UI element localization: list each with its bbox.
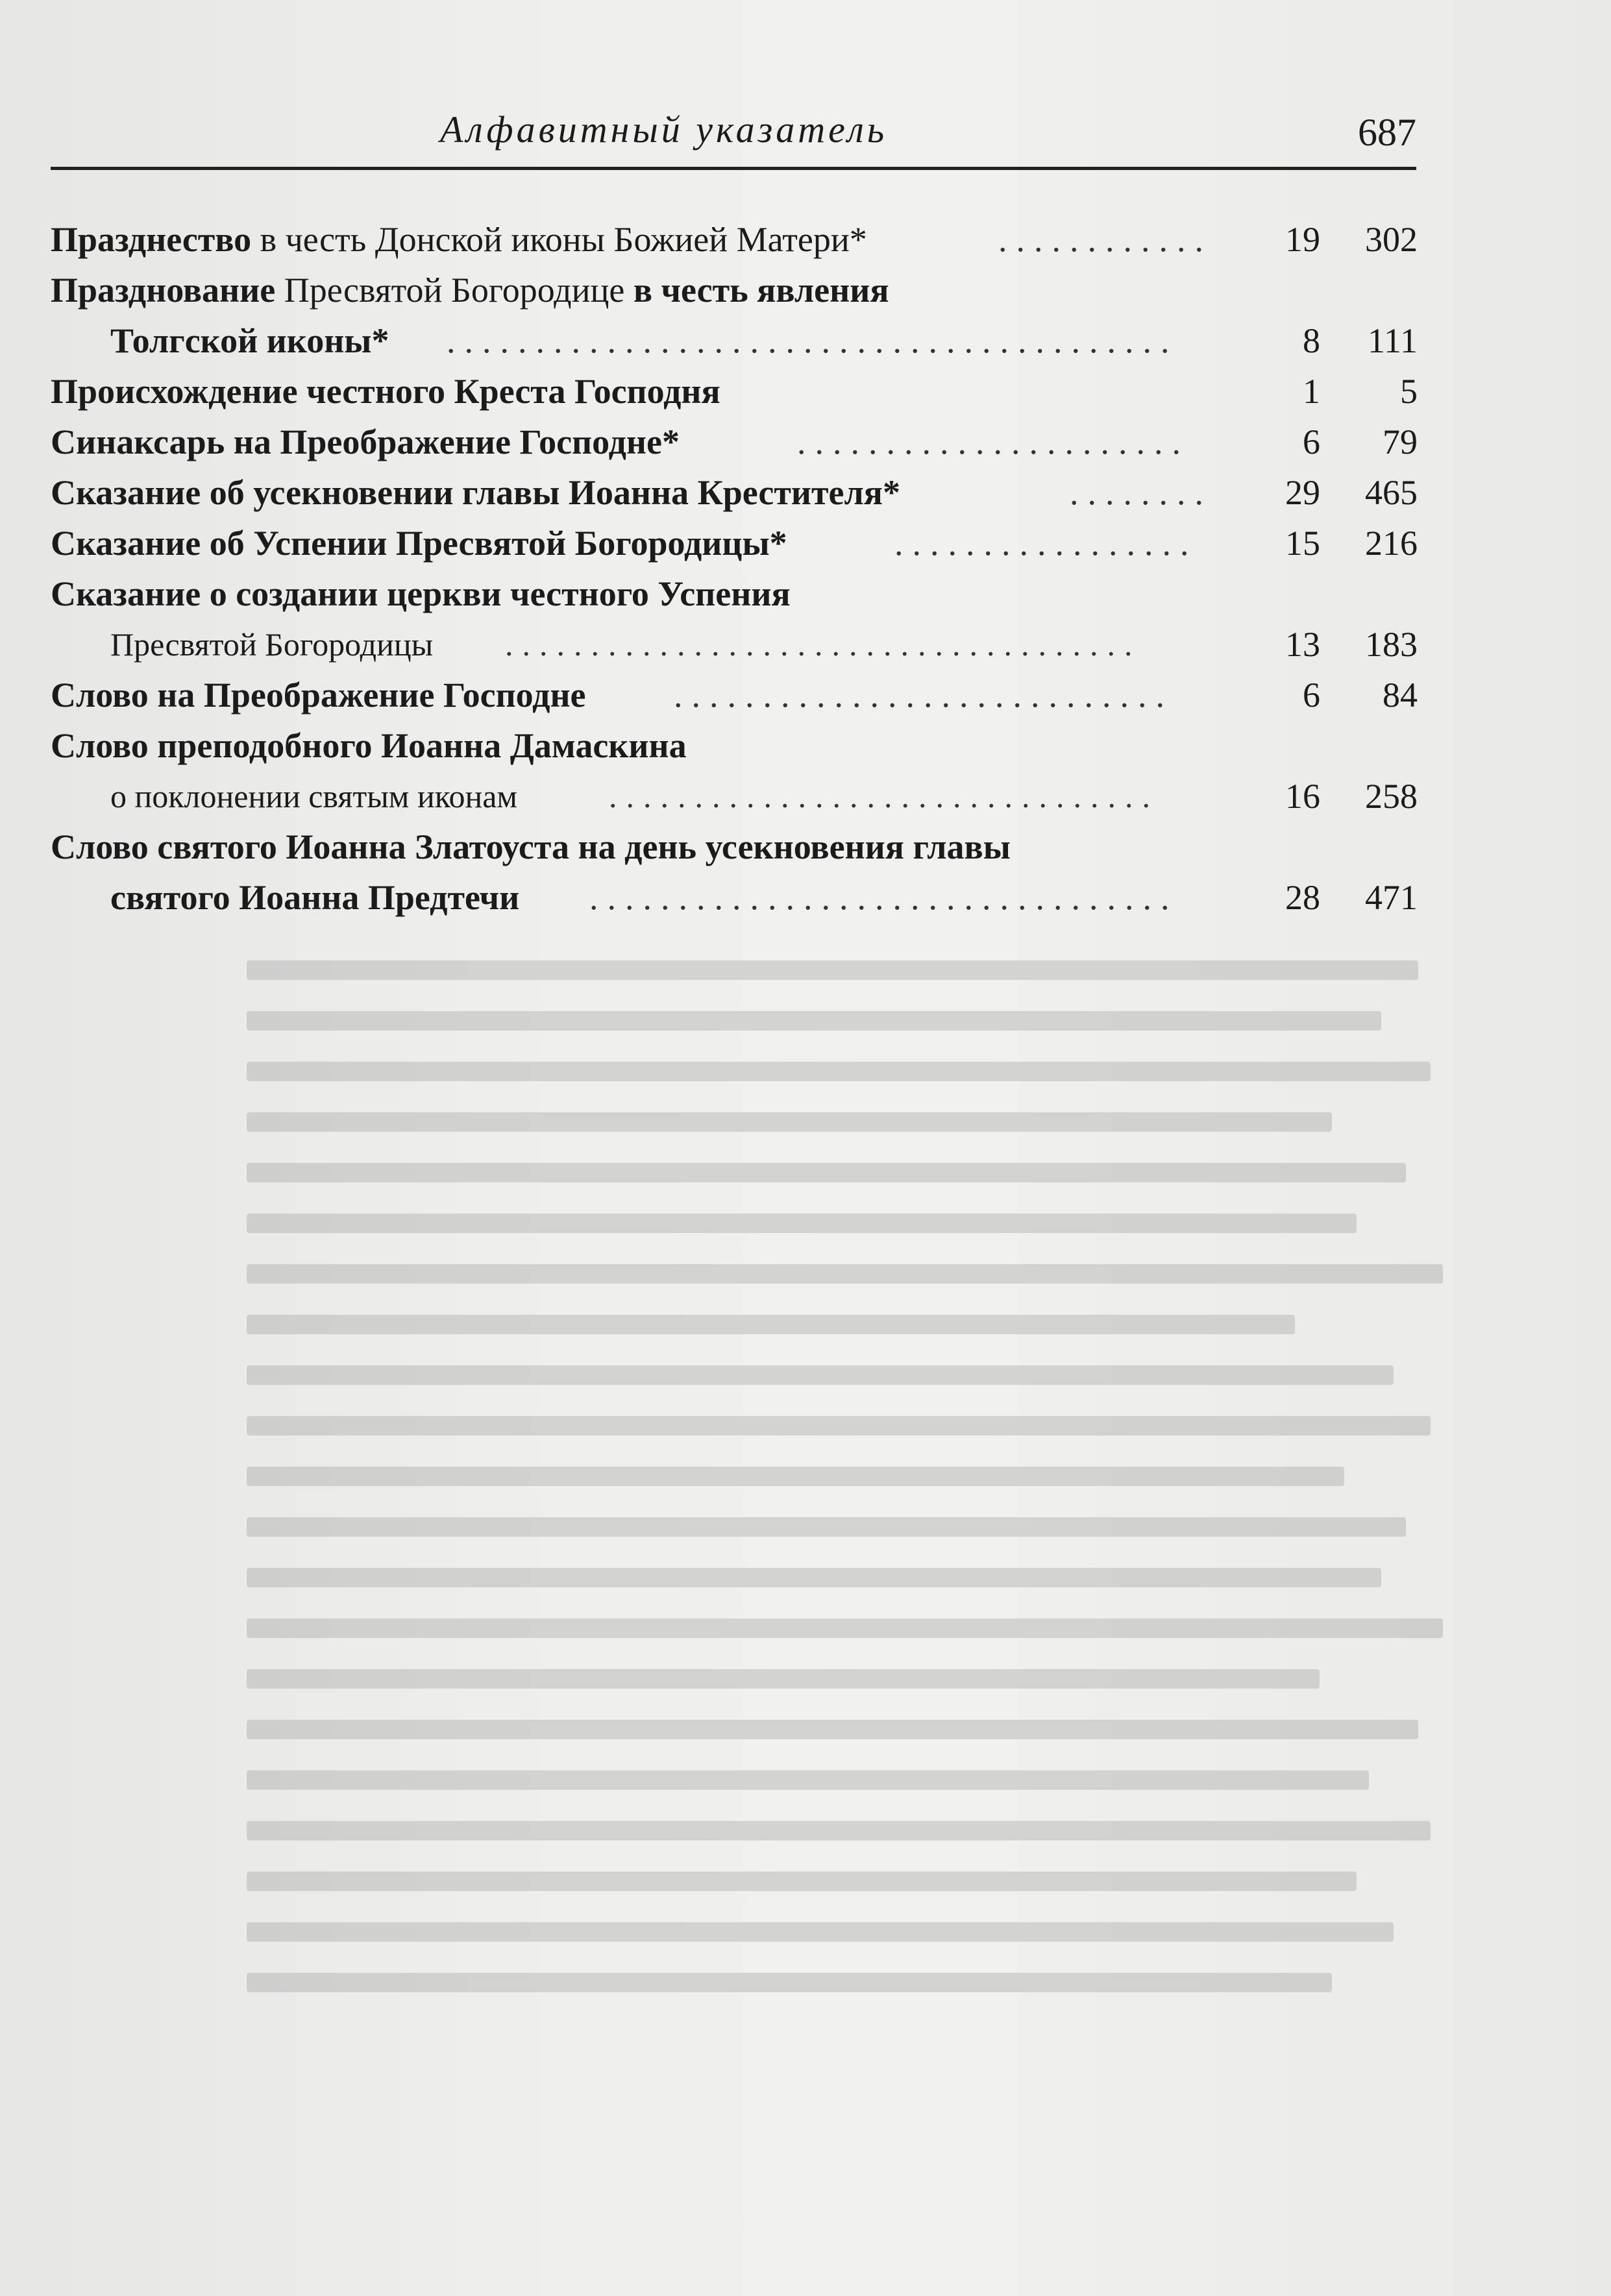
page-ref: 183 [1365, 625, 1418, 664]
page-number: 687 [1358, 111, 1416, 154]
index-entry [51, 822, 1418, 923]
page-ref: 79 [1383, 422, 1418, 461]
volume-number: 16 [1285, 777, 1320, 816]
entry-title: Празднование [51, 271, 276, 310]
page-header [51, 104, 1416, 169]
volume-number: 1 [1303, 372, 1320, 411]
volume-number: 15 [1285, 524, 1320, 563]
volume-number: 19 [1285, 220, 1320, 259]
leader-dots: ................................ [609, 778, 1159, 814]
index-list [51, 214, 1418, 923]
entry-title-line2: святого Иоанна Предтечи [110, 878, 520, 917]
bleed-through-text [247, 960, 1480, 2232]
index-entry [51, 265, 1418, 366]
index-entry [51, 417, 1418, 467]
leader-dots: ................................. [589, 878, 1179, 917]
page-ref: 302 [1365, 220, 1418, 259]
volume-number: 8 [1303, 321, 1320, 360]
entry-title: Слово на Преображение Господне [51, 676, 586, 714]
entry-title: Празднество [51, 220, 252, 259]
page-ref: 258 [1365, 777, 1418, 816]
leader-dots: ..................................... [505, 626, 1142, 663]
leader-dots: ...................... [797, 422, 1190, 461]
entry-title-rest: в честь Донской иконы Божией Матери* [251, 220, 867, 259]
leader-dots: ......................................... [447, 321, 1179, 360]
running-title: Алфавитный указатель [440, 108, 888, 151]
entry-title: Происхождение честного Креста Господня [51, 372, 720, 411]
volume-number: 13 [1285, 625, 1320, 664]
entry-title: Сказание о создании церкви честного Успения [51, 574, 791, 613]
entry-title: Сказание об усекновении главы Иоанна Крестителя* [51, 473, 901, 512]
index-entry [51, 214, 1418, 265]
entry-title: Слово преподобного Иоанна Дамаскина [51, 726, 687, 765]
leader-dots: ................. [894, 524, 1198, 563]
entry-title: Слово святого Иоанна Златоуста на день усекновения главы [51, 827, 1011, 866]
entry-title-rest: Пресвятой Богородице [275, 271, 633, 310]
entry-title: Сказание об Успении Пресвятой Богородицы* [51, 524, 787, 563]
entry-title-line2: Пресвятой Богородицы [110, 626, 434, 663]
entry-title: Синаксарь на Преображение Господне* [51, 422, 680, 461]
page-ref: 5 [1400, 372, 1418, 411]
volume-number: 6 [1303, 676, 1320, 714]
page-ref: 84 [1383, 676, 1418, 714]
leader-dots: ............................ [674, 676, 1174, 714]
index-entry [51, 670, 1418, 720]
entry-title-line2: о поклонении святым иконам [110, 778, 518, 814]
page-ref: 216 [1365, 524, 1418, 563]
volume-number: 6 [1303, 422, 1320, 461]
index-entry [51, 518, 1418, 568]
index-entry [51, 720, 1418, 822]
leader-dots: ............ [998, 220, 1212, 259]
entry-title-line2: Толгской иконы* [110, 321, 389, 360]
index-entry [51, 568, 1418, 670]
volume-number: 29 [1285, 473, 1320, 512]
header-rule [51, 167, 1416, 170]
index-entry [51, 467, 1418, 518]
index-entry [51, 366, 1418, 417]
leader-dots: ........ [1070, 473, 1212, 512]
volume-number: 28 [1285, 878, 1320, 917]
page-ref: 465 [1365, 473, 1418, 512]
page-ref: 111 [1368, 321, 1418, 360]
entry-title-cont: в честь явления [633, 271, 889, 310]
page-ref: 471 [1365, 878, 1418, 917]
